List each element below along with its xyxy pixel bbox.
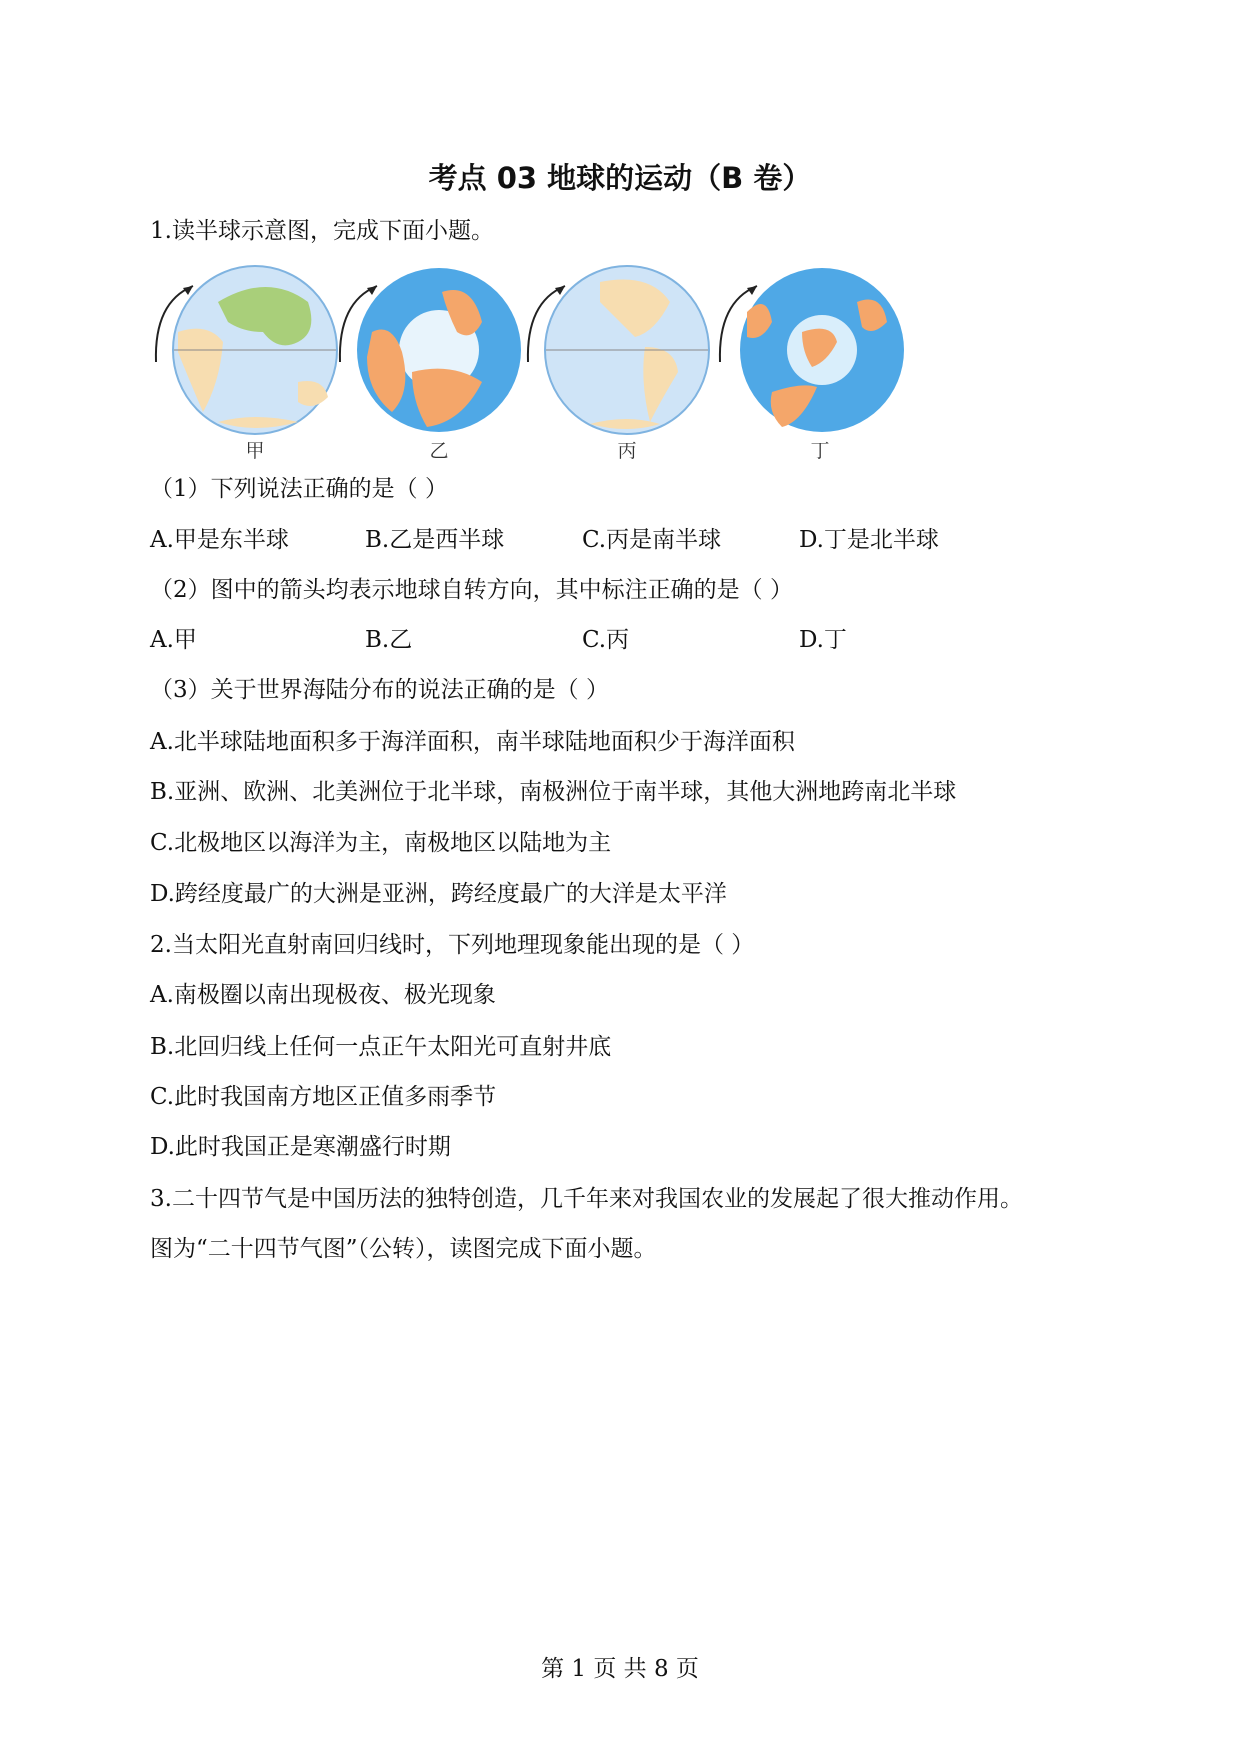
option-c: C.北极地区以海洋为主，南极地区以陆地为主 — [150, 830, 612, 856]
option-a: A.南极圈以南出现极夜、极光现象 — [150, 982, 496, 1008]
globe-jia — [148, 262, 348, 438]
figure-label-ding: 丁 — [810, 440, 830, 462]
sub-question-2-stem: （2）图中的箭头均表示地球自转方向，其中标注正确的是（ ） — [150, 577, 793, 603]
option-b: B.乙 — [365, 627, 413, 653]
page-title: 考点 03 地球的运动（B 卷） — [428, 161, 812, 195]
figure-label-bing: 丙 — [617, 440, 637, 462]
globe-bing — [520, 262, 720, 438]
question-3-stem-line2: 图为“二十四节气图”（公转），读图完成下面小题。 — [150, 1236, 657, 1262]
figure-label-jia: 甲 — [245, 440, 265, 462]
option-c: C.此时我国南方地区正值多雨季节 — [150, 1084, 497, 1110]
globe-yi — [332, 262, 532, 438]
question-3-stem-line1: 3.二十四节气是中国历法的独特创造，几千年来对我国农业的发展起了很大推动作用。 — [150, 1186, 1023, 1212]
option-a: A.甲是东半球 — [150, 527, 289, 553]
option-a: A.北半球陆地面积多于海洋面积，南半球陆地面积少于海洋面积 — [150, 729, 795, 755]
option-c: C.丙是南半球 — [582, 527, 722, 553]
figure-label-yi: 乙 — [429, 440, 449, 462]
question-1-stem: 1.读半球示意图，完成下面小题。 — [150, 218, 494, 244]
option-b: B.亚洲、欧洲、北美洲位于北半球，南极洲位于南半球，其他大洲地跨南北半球 — [150, 779, 957, 805]
page-footer: 第 1 页 共 8 页 — [541, 1656, 699, 1682]
option-d: D.丁 — [799, 627, 847, 653]
question-2-stem: 2.当太阳光直射南回归线时，下列地理现象能出现的是（ ） — [150, 932, 755, 958]
option-c: C.丙 — [582, 627, 630, 653]
option-b: B.北回归线上任何一点正午太阳光可直射井底 — [150, 1034, 612, 1060]
option-a: A.甲 — [150, 627, 197, 653]
option-d: D.此时我国正是寒潮盛行时期 — [150, 1134, 451, 1160]
sub-question-3-stem: （3）关于世界海陆分布的说法正确的是（ ） — [150, 677, 609, 703]
globe-ding — [712, 262, 912, 438]
option-b: B.乙是西半球 — [365, 527, 505, 553]
option-d: D.丁是北半球 — [799, 527, 939, 553]
option-d: D.跨经度最广的大洲是亚洲，跨经度最广的大洋是太平洋 — [150, 881, 727, 907]
sub-question-1-stem: （1）下列说法正确的是（ ） — [150, 476, 448, 502]
